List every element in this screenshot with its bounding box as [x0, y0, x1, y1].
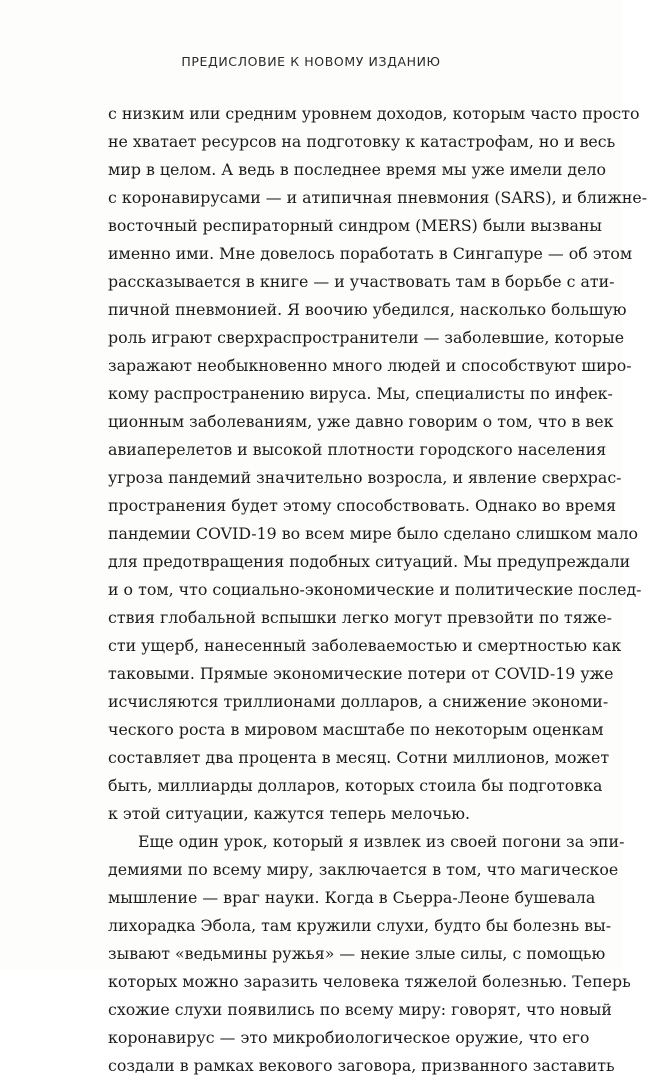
text-line: ческого роста в мировом масштабе по некоторым оценкам	[108, 720, 604, 739]
text-line: к этой ситуации, кажутся теперь мелочью.	[108, 804, 471, 823]
text-line: для предотвращения подобных ситуаций. Мы предупреждали	[108, 552, 631, 571]
text-line: пандемии COVID-19 во всем мире было сделано слишком мало	[108, 524, 638, 543]
text-line: ционным заболеваниям, уже давно говорим о том, что в век	[108, 412, 614, 431]
text-line: демиями по всему миру, заключается в том, что магическое	[108, 860, 619, 879]
text-line: роль играют сверхраспространители — заболевшие, которые	[108, 328, 625, 347]
body-text	[108, 100, 647, 1080]
text-line: восточный респираторный синдром (MERS) были вызваны	[108, 216, 602, 235]
text-line: с коронавирусами — и атипичная пневмония (SARS), и ближне-	[108, 188, 647, 207]
text-line: составляет два процента в месяц. Сотни миллионов, может	[108, 748, 610, 767]
text-line: мышление — враг науки. Когда в Сьерра-Леоне бушевала	[108, 888, 596, 907]
running-header: ПРЕДИСЛОВИЕ К НОВОМУ ИЗДАНИЮ	[181, 54, 441, 69]
text-line: ствия глобальной вспышки легко могут превзойти по тяже-	[108, 608, 612, 627]
text-line: рассказывается в книге — и участвовать там в борьбе с ати-	[108, 272, 615, 291]
text-line: угроза пандемий значительно возросла, и явление сверхрас-	[108, 468, 622, 487]
text-line: Еще один урок, который я извлек из своей погони за эпи-	[138, 832, 625, 851]
text-line: сти ущерб, нанесенный заболеваемостью и смертностью как	[108, 636, 622, 655]
text-line: кому распространению вируса. Мы, специалисты по инфек-	[108, 384, 613, 403]
text-line: пичной пневмонией. Я воочию убедился, насколько большую	[108, 300, 627, 319]
text-line: не хватает ресурсов на подготовку к катастрофам, но и весь	[108, 132, 616, 151]
text-line: таковыми. Прямые экономические потери от COVID-19 уже	[108, 664, 614, 683]
text-line: и о том, что социально-экономические и политические послед-	[108, 580, 642, 599]
text-line: мир в целом. А ведь в последнее время мы уже имели дело	[108, 160, 607, 179]
text-line: пространения будет этому способствовать. Однако во время	[108, 496, 617, 515]
text-line: зывают «ведьмины ружья» — некие злые силы, с помощью	[108, 944, 606, 963]
text-line: лихорадка Эбола, там кружили слухи, будто бы болезнь вы-	[108, 916, 612, 935]
text-line: с низким или средним уровнем доходов, которым часто просто	[108, 104, 640, 123]
text-line: исчисляются триллионами долларов, а снижение экономи-	[108, 692, 609, 711]
text-line: быть, миллиарды долларов, которых стоила бы подготовка	[108, 776, 603, 795]
text-line: авиаперелетов и высокой плотности городского населения	[108, 440, 607, 459]
text-line: схожие слухи появились по всему миру: говорят, что новый	[108, 1000, 612, 1019]
text-line: создали в рамках векового заговора, призванного заставить	[108, 1056, 615, 1075]
text-line: которых можно заразить человека тяжелой болезнью. Теперь	[108, 972, 631, 991]
text-line: именно ими. Мне довелось поработать в Сингапуре — об этом	[108, 244, 633, 263]
text-line: заражают необыкновенно много людей и способствуют широ-	[108, 356, 632, 375]
text-line: коронавирус — это микробиологическое оружие, что его	[108, 1028, 590, 1047]
